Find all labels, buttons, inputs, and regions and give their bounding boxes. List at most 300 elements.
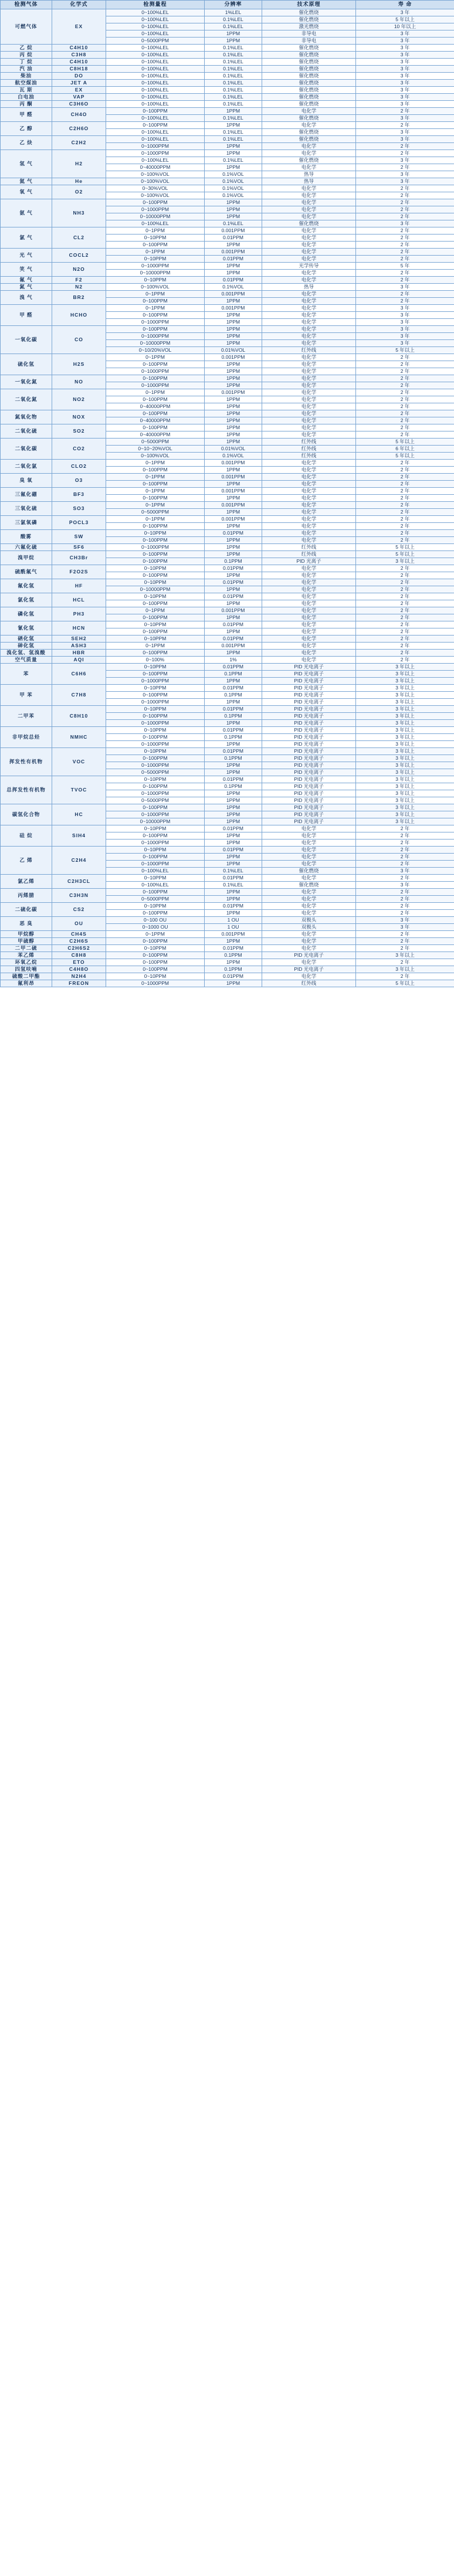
resolution-cell: 0.001PPM: [205, 291, 262, 298]
lifetime-cell: 2 年: [356, 185, 454, 192]
resolution-cell: 0.1%VOL: [205, 185, 262, 192]
lifetime-cell: 3 年以上: [356, 741, 454, 748]
resolution-cell: 1PPM: [205, 790, 262, 797]
gas-name-cell: 碳氢化合物: [1, 804, 52, 825]
formula-cell: HCHO: [52, 305, 106, 326]
range-cell: 0~1PPM: [106, 931, 205, 938]
formula-cell: FREON: [52, 980, 106, 987]
range-cell: 0~100PPM: [106, 755, 205, 762]
technology-cell: 非导电: [262, 38, 356, 45]
table-row: [1, 122, 454, 129]
technology-cell: 电化学: [262, 586, 356, 593]
resolution-cell: 1PPM: [205, 544, 262, 551]
range-cell: 0~100PPM: [106, 375, 205, 382]
resolution-cell: 1PPM: [205, 910, 262, 917]
range-cell: 0~1000PPM: [106, 368, 205, 375]
table-row: [1, 727, 454, 734]
technology-cell: 电化学: [262, 235, 356, 242]
gas-name-cell: 溴甲烷: [1, 551, 52, 565]
range-cell: 0~100PPM: [106, 889, 205, 896]
resolution-cell: 1%: [205, 657, 262, 664]
formula-cell: O2: [52, 185, 106, 199]
table-row: [1, 551, 454, 558]
lifetime-cell: 3 年以上: [356, 804, 454, 811]
gas-name-cell: 白电油: [1, 94, 52, 101]
lifetime-cell: 3 年: [356, 924, 454, 931]
resolution-cell: 1PPM: [205, 699, 262, 706]
lifetime-cell: 2 年: [356, 361, 454, 368]
technology-cell: PID 光电离子: [262, 769, 356, 776]
table-row: [1, 150, 454, 157]
technology-cell: 电化学: [262, 354, 356, 361]
technology-cell: 催化燃烧: [262, 80, 356, 87]
range-cell: 0~1000PPM: [106, 263, 205, 270]
resolution-cell: 0.1%LEL: [205, 80, 262, 87]
technology-cell: 电化学: [262, 938, 356, 945]
lifetime-cell: 2 年: [356, 467, 454, 474]
gas-name-cell: 氟 气: [1, 277, 52, 284]
technology-cell: 电化学: [262, 361, 356, 368]
resolution-cell: 0.1%VOL: [205, 171, 262, 178]
technology-cell: 红外线: [262, 453, 356, 460]
lifetime-cell: 2 年: [356, 368, 454, 375]
technology-cell: 热导: [262, 284, 356, 291]
technology-cell: 电化学: [262, 277, 356, 284]
resolution-cell: 0.01PPM: [205, 727, 262, 734]
resolution-cell: 1PPM: [205, 818, 262, 825]
technology-cell: 电化学: [262, 607, 356, 614]
range-cell: 0~100%LEL: [106, 882, 205, 889]
gas-name-cell: 笑 气: [1, 263, 52, 277]
technology-cell: 电化学: [262, 840, 356, 847]
formula-cell: BF3: [52, 488, 106, 502]
range-cell: 0~10PPM: [106, 235, 205, 242]
gas-name-cell: 苯: [1, 664, 52, 685]
technology-cell: 电化学: [262, 213, 356, 220]
resolution-cell: 0.001PPM: [205, 474, 262, 481]
lifetime-cell: 5 年以上: [356, 551, 454, 558]
gas-name-cell: 硅 烷: [1, 825, 52, 847]
resolution-cell: 0.001PPM: [205, 227, 262, 235]
resolution-cell: 1PPM: [205, 30, 262, 38]
resolution-cell: 1PPM: [205, 38, 262, 45]
technology-cell: 电化学: [262, 537, 356, 544]
range-cell: 0~10/20%VOL: [106, 347, 205, 354]
resolution-cell: 0.01PPM: [205, 256, 262, 263]
lifetime-cell: 3 年: [356, 80, 454, 87]
lifetime-cell: 2 年: [356, 931, 454, 938]
technology-cell: 电化学: [262, 572, 356, 579]
range-cell: 0~100PPM: [106, 650, 205, 657]
formula-cell: H2S: [52, 354, 106, 375]
lifetime-cell: 3 年: [356, 917, 454, 924]
technology-cell: 电化学: [262, 340, 356, 347]
formula-cell: F2: [52, 277, 106, 284]
table-row: [1, 178, 454, 185]
range-cell: 0~100PPM: [106, 952, 205, 959]
table-row: [1, 664, 454, 671]
lifetime-cell: 3 年以上: [356, 720, 454, 727]
lifetime-cell: 2 年: [356, 213, 454, 220]
range-cell: 0~1PPM: [106, 516, 205, 523]
range-cell: 0~100PPM: [106, 938, 205, 945]
resolution-cell: 1PPM: [205, 375, 262, 382]
header-technology: 技术原理: [262, 1, 356, 9]
formula-cell: AQI: [52, 657, 106, 664]
formula-cell: CH4S: [52, 931, 106, 938]
range-cell: 0~1PPM: [106, 389, 205, 396]
formula-cell: BR2: [52, 291, 106, 305]
range-cell: 0~1PPM: [106, 474, 205, 481]
lifetime-cell: 3 年: [356, 66, 454, 73]
technology-cell: PID 光电离子: [262, 755, 356, 762]
table-row: [1, 73, 454, 80]
range-cell: 0~100PPM: [106, 671, 205, 678]
range-cell: 0~10000PPM: [106, 340, 205, 347]
formula-cell: VOC: [52, 748, 106, 776]
range-cell: 0~100PPM: [106, 572, 205, 579]
range-cell: 0~1000PPM: [106, 811, 205, 818]
resolution-cell: 0.01PPM: [205, 847, 262, 854]
range-cell: 0~10000PPM: [106, 213, 205, 220]
table-row: [1, 889, 454, 896]
formula-cell: C3H3N: [52, 889, 106, 903]
table-row: [1, 474, 454, 481]
technology-cell: 电化学: [262, 312, 356, 319]
technology-cell: 电化学: [262, 185, 356, 192]
resolution-cell: 1PPM: [205, 340, 262, 347]
lifetime-cell: 2 年: [356, 537, 454, 544]
range-cell: 0~10PPM: [106, 635, 205, 643]
lifetime-cell: 2 年: [356, 628, 454, 635]
lifetime-cell: 2 年: [356, 509, 454, 516]
resolution-cell: 1PPM: [205, 164, 262, 171]
table-row: [1, 305, 454, 312]
lifetime-cell: 2 年: [356, 417, 454, 424]
technology-cell: PID 光电离子: [262, 685, 356, 692]
table-row: [1, 389, 454, 396]
table-row: [1, 94, 454, 101]
range-cell: 0~10PPM: [106, 277, 205, 284]
technology-cell: PID 光电离子: [262, 790, 356, 797]
technology-cell: PID 光电离子: [262, 748, 356, 755]
formula-cell: N2O: [52, 263, 106, 277]
formula-cell: SIH4: [52, 825, 106, 847]
range-cell: 0~100%VOL: [106, 453, 205, 460]
resolution-cell: 1PPM: [205, 122, 262, 129]
technology-cell: 电化学: [262, 889, 356, 896]
technology-cell: PID 光电离子: [262, 720, 356, 727]
gas-name-cell: 氮 气: [1, 284, 52, 291]
formula-cell: TVOC: [52, 776, 106, 804]
resolution-cell: 0.001PPM: [205, 354, 262, 361]
range-cell: 0~1000PPM: [106, 980, 205, 987]
range-cell: 0~100%LEL: [106, 66, 205, 73]
technology-cell: PID 光电离子: [262, 713, 356, 720]
range-cell: 0~1000PPM: [106, 143, 205, 150]
table-row: [1, 439, 454, 446]
gas-name-cell: 二氧化氮: [1, 389, 52, 410]
formula-cell: C2H6O: [52, 122, 106, 136]
gas-name-cell: 氦 气: [1, 178, 52, 185]
range-cell: 0~100%VOL: [106, 178, 205, 185]
resolution-cell: 1PPM: [205, 889, 262, 896]
gas-name-cell: 甲 醛: [1, 305, 52, 326]
formula-cell: CL2: [52, 227, 106, 249]
lifetime-cell: 10 年以上: [356, 23, 454, 30]
formula-cell: F2O2S: [52, 565, 106, 579]
range-cell: 0~40000PPM: [106, 417, 205, 424]
formula-cell: He: [52, 178, 106, 185]
lifetime-cell: 3 年: [356, 115, 454, 122]
resolution-cell: 1PPM: [205, 861, 262, 868]
table-row: [1, 59, 454, 66]
lifetime-cell: 2 年: [356, 973, 454, 980]
gas-name-cell: 丁 烷: [1, 59, 52, 66]
resolution-cell: 1PPM: [205, 326, 262, 333]
technology-cell: 电化学: [262, 291, 356, 298]
table-row: [1, 424, 454, 431]
technology-cell: 电化学: [262, 875, 356, 882]
resolution-cell: 0.1%LEL: [205, 87, 262, 94]
lifetime-cell: 6 年以上: [356, 446, 454, 453]
resolution-cell: 0.1%LEL: [205, 101, 262, 108]
range-cell: 0~10PPM: [106, 973, 205, 980]
lifetime-cell: 2 年: [356, 502, 454, 509]
resolution-cell: 0.001PPM: [205, 389, 262, 396]
resolution-cell: 1PPM: [205, 270, 262, 277]
range-cell: 0~100PPM: [106, 326, 205, 333]
range-cell: 0~100PPM: [106, 692, 205, 699]
technology-cell: 红外线: [262, 347, 356, 354]
technology-cell: 激光燃烧: [262, 23, 356, 30]
table-row: [1, 938, 454, 945]
gas-name-cell: 一氧化碳: [1, 326, 52, 354]
resolution-cell: 0.01PPM: [205, 825, 262, 832]
range-cell: 0~5000PPM: [106, 439, 205, 446]
technology-cell: 电化学: [262, 650, 356, 657]
lifetime-cell: 2 年: [356, 847, 454, 854]
range-cell: 0~1000PPM: [106, 150, 205, 157]
technology-cell: 红外线: [262, 551, 356, 558]
technology-cell: 电化学: [262, 825, 356, 832]
lifetime-cell: 3 年: [356, 312, 454, 319]
gas-name-cell: 柴油: [1, 73, 52, 80]
lifetime-cell: 3 年以上: [356, 797, 454, 804]
technology-cell: 双极头: [262, 917, 356, 924]
range-cell: 0~100PPM: [106, 966, 205, 973]
technology-cell: 电化学: [262, 657, 356, 664]
technology-cell: PID 光电离子: [262, 734, 356, 741]
resolution-cell: 0.1PPM: [205, 966, 262, 973]
range-cell: 0~1000PPM: [106, 678, 205, 685]
gas-name-cell: 臭 氧: [1, 474, 52, 488]
resolution-cell: 0.1%VOL: [205, 284, 262, 291]
technology-cell: 电化学: [262, 593, 356, 600]
lifetime-cell: 2 年: [356, 657, 454, 664]
range-cell: 0~10PPM: [106, 945, 205, 952]
range-cell: 0~40000PPM: [106, 431, 205, 439]
lifetime-cell: 3 年: [356, 38, 454, 45]
range-cell: 0~100PPM: [106, 199, 205, 206]
resolution-cell: 0.01PPM: [205, 664, 262, 671]
range-cell: 0~1000PPM: [106, 762, 205, 769]
formula-cell: HBR: [52, 650, 106, 657]
technology-cell: 电化学: [262, 410, 356, 417]
lifetime-cell: 2 年: [356, 945, 454, 952]
technology-cell: 电化学: [262, 460, 356, 467]
technology-cell: 电化学: [262, 910, 356, 917]
resolution-cell: 0.1%LEL: [205, 115, 262, 122]
formula-cell: C4H10: [52, 59, 106, 66]
range-cell: 0~100%VOL: [106, 171, 205, 178]
table-header-row: [1, 1, 454, 9]
technology-cell: 红外线: [262, 980, 356, 987]
lifetime-cell: 3 年以上: [356, 783, 454, 790]
gas-name-cell: 甲 苯: [1, 685, 52, 706]
resolution-cell: 0.001PPM: [205, 643, 262, 650]
lifetime-cell: 2 年: [356, 206, 454, 213]
resolution-cell: 1PPM: [205, 769, 262, 776]
resolution-cell: 1PPM: [205, 242, 262, 249]
gas-name-cell: 总挥发性有机物: [1, 776, 52, 804]
lifetime-cell: 3 年: [356, 340, 454, 347]
range-cell: 0~100PPM: [106, 959, 205, 966]
table-row: [1, 565, 454, 572]
formula-cell: SEH2: [52, 635, 106, 643]
table-row: [1, 108, 454, 115]
resolution-cell: 0.01PPM: [205, 875, 262, 882]
lifetime-cell: 2 年: [356, 825, 454, 832]
lifetime-cell: 3 年: [356, 59, 454, 66]
lifetime-cell: 2 年: [356, 270, 454, 277]
technology-cell: 电化学: [262, 523, 356, 530]
lifetime-cell: 2 年: [356, 854, 454, 861]
technology-cell: 电化学: [262, 495, 356, 502]
header-formula: 化学式: [52, 1, 106, 9]
resolution-cell: 1PPM: [205, 199, 262, 206]
gas-name-cell: 氯乙烯: [1, 875, 52, 889]
resolution-cell: 0.1%LEL: [205, 136, 262, 143]
formula-cell: C2H6S2: [52, 945, 106, 952]
resolution-cell: 1PPM: [205, 762, 262, 769]
technology-cell: 电化学: [262, 431, 356, 439]
formula-cell: CLO2: [52, 460, 106, 474]
technology-cell: 催化燃烧: [262, 868, 356, 875]
lifetime-cell: 2 年: [356, 523, 454, 530]
lifetime-cell: 3 年: [356, 94, 454, 101]
formula-cell: PH3: [52, 607, 106, 621]
table-row: [1, 249, 454, 256]
range-cell: 0~1000PPM: [106, 544, 205, 551]
range-cell: 0~100PPM: [106, 467, 205, 474]
range-cell: 0~10PPM: [106, 875, 205, 882]
lifetime-cell: 2 年: [356, 143, 454, 150]
formula-cell: C8H8: [52, 952, 106, 959]
lifetime-cell: 5 年以上: [356, 16, 454, 23]
table-row: [1, 593, 454, 600]
lifetime-cell: 2 年: [356, 889, 454, 896]
lifetime-cell: 2 年: [356, 530, 454, 537]
technology-cell: 电化学: [262, 298, 356, 305]
resolution-cell: 1PPM: [205, 143, 262, 150]
formula-cell: SO3: [52, 502, 106, 516]
formula-cell: ASH3: [52, 643, 106, 650]
technology-cell: 催化燃烧: [262, 136, 356, 143]
gas-name-cell: 砷化氢: [1, 643, 52, 650]
range-cell: 0~100PPM: [106, 551, 205, 558]
technology-cell: 电化学: [262, 488, 356, 495]
resolution-cell: 1 OU: [205, 917, 262, 924]
gas-name-cell: 航空煤油: [1, 80, 52, 87]
resolution-cell: 0.001PPM: [205, 488, 262, 495]
formula-cell: NH3: [52, 199, 106, 227]
resolution-cell: 0.1PPM: [205, 952, 262, 959]
technology-cell: 电化学: [262, 903, 356, 910]
range-cell: 0~40000PPM: [106, 403, 205, 410]
range-cell: 0~100PPM: [106, 910, 205, 917]
range-cell: 0~100%LEL: [106, 868, 205, 875]
gas-name-cell: 二氧化碳: [1, 439, 52, 460]
lifetime-cell: 2 年: [356, 431, 454, 439]
lifetime-cell: 3 年以上: [356, 769, 454, 776]
resolution-cell: 1PPM: [205, 410, 262, 417]
resolution-cell: 0.1%VOL: [205, 453, 262, 460]
formula-cell: CH4O: [52, 108, 106, 122]
gas-name-cell: 四氢呋喃: [1, 966, 52, 973]
technology-cell: 电化学: [262, 122, 356, 129]
formula-cell: POCL3: [52, 516, 106, 530]
resolution-cell: 1PPM: [205, 650, 262, 657]
table-row: [1, 657, 454, 664]
lifetime-cell: 2 年: [356, 108, 454, 115]
technology-cell: 电化学: [262, 896, 356, 903]
technology-cell: PID 光离子: [262, 558, 356, 565]
table-row: [1, 87, 454, 94]
range-cell: 0~100%LEL: [106, 45, 205, 52]
resolution-cell: 1PPM: [205, 431, 262, 439]
formula-cell: C3H6O: [52, 101, 106, 108]
technology-cell: 催化燃烧: [262, 220, 356, 227]
resolution-cell: 0.01PPM: [205, 776, 262, 783]
table-row: [1, 959, 454, 966]
header-gas-name: 检测气体: [1, 1, 52, 9]
lifetime-cell: 3 年以上: [356, 818, 454, 825]
range-cell: 0~1PPM: [106, 607, 205, 614]
range-cell: 0~100%LEL: [106, 52, 205, 59]
range-cell: 0~100%LEL: [106, 157, 205, 164]
range-cell: 0~10PPM: [106, 706, 205, 713]
resolution-cell: 1PPM: [205, 467, 262, 474]
resolution-cell: 1PPM: [205, 424, 262, 431]
range-cell: 0~5000PPM: [106, 896, 205, 903]
range-cell: 0~10~20%VOL: [106, 446, 205, 453]
resolution-cell: 1PPM: [205, 614, 262, 621]
lifetime-cell: 2 年: [356, 495, 454, 502]
gas-name-cell: 氯 气: [1, 227, 52, 249]
technology-cell: 电化学: [262, 931, 356, 938]
table-row: [1, 685, 454, 692]
range-cell: 0~100PPM: [106, 832, 205, 840]
range-cell: 0~10PPM: [106, 685, 205, 692]
table-row: [1, 945, 454, 952]
lifetime-cell: 3 年以上: [356, 762, 454, 769]
gas-name-cell: 环氧乙烷: [1, 959, 52, 966]
range-cell: 0~1000PPM: [106, 699, 205, 706]
formula-cell: EX: [52, 87, 106, 94]
resolution-cell: 0.01%VOL: [205, 446, 262, 453]
lifetime-cell: 3 年以上: [356, 755, 454, 762]
